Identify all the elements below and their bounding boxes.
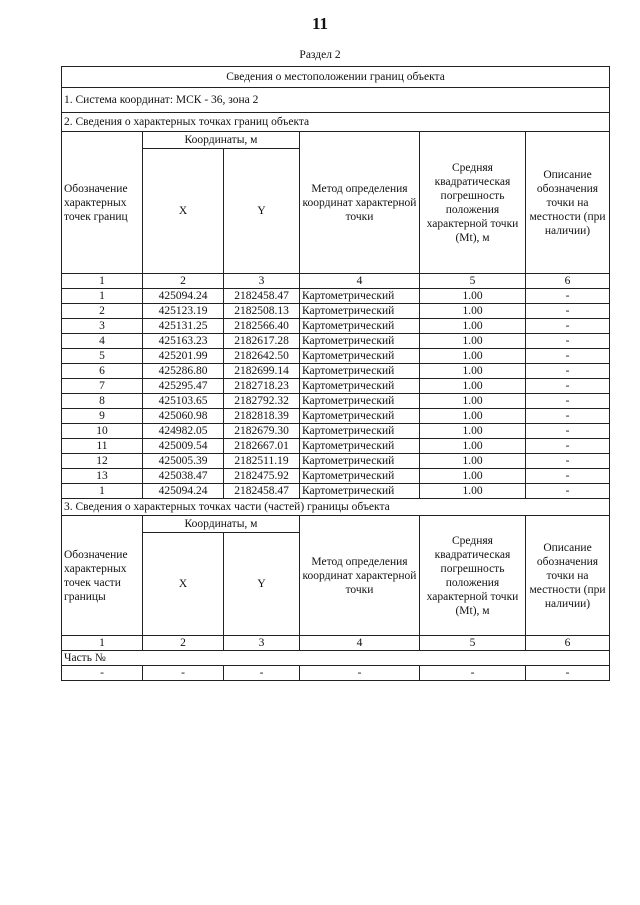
header-x-part: X [143, 533, 224, 636]
method-cell: Картометрический [300, 484, 420, 499]
col-number: 6 [526, 274, 610, 289]
section-label: Раздел 2 [299, 49, 341, 61]
coord-system: 1. Система координат: МСК - 36, зона 2 [62, 88, 610, 113]
error-cell: 1.00 [420, 484, 526, 499]
method-cell: Картометрический [300, 364, 420, 379]
boundary-table [61, 66, 610, 681]
table-row [62, 379, 610, 394]
description-cell: - [526, 334, 610, 349]
error-cell: 1.00 [420, 394, 526, 409]
table-row [62, 304, 610, 319]
table-row [62, 349, 610, 364]
x-coordinate: 424982.05 [143, 424, 224, 439]
y-coordinate: 2182566.40 [224, 319, 300, 334]
empty-cell: - [420, 666, 526, 681]
col-number: 2 [143, 274, 224, 289]
description-cell: - [526, 394, 610, 409]
error-cell: 1.00 [420, 469, 526, 484]
empty-cell: - [62, 666, 143, 681]
point-number: 1 [62, 484, 143, 499]
method-cell: Картометрический [300, 379, 420, 394]
table-row [62, 364, 610, 379]
header-method: Метод определения координат характерной точки [300, 132, 420, 274]
table-row [62, 394, 610, 409]
col-number: 1 [62, 636, 143, 651]
description-cell: - [526, 409, 610, 424]
column-numbers-row-part [62, 636, 610, 651]
empty-cell: - [526, 666, 610, 681]
description-cell: - [526, 289, 610, 304]
point-number: 9 [62, 409, 143, 424]
error-cell: 1.00 [420, 334, 526, 349]
point-number: 7 [62, 379, 143, 394]
error-cell: 1.00 [420, 304, 526, 319]
point-number: 1 [62, 289, 143, 304]
x-coordinate: 425103.65 [143, 394, 224, 409]
x-coordinate: 425163.23 [143, 334, 224, 349]
y-coordinate: 2182508.13 [224, 304, 300, 319]
x-coordinate: 425201.99 [143, 349, 224, 364]
y-coordinate: 2182718.23 [224, 379, 300, 394]
method-cell: Картометрический [300, 439, 420, 454]
y-coordinate: 2182667.01 [224, 439, 300, 454]
y-coordinate: 2182679.30 [224, 424, 300, 439]
table-row [62, 454, 610, 469]
empty-cell: - [143, 666, 224, 681]
method-cell: Картометрический [300, 334, 420, 349]
description-cell: - [526, 319, 610, 334]
error-cell: 1.00 [420, 409, 526, 424]
point-number: 8 [62, 394, 143, 409]
section3-title: 3. Сведения о характерных точках части (частей) границы объекта [62, 499, 610, 516]
x-coordinate: 425094.24 [143, 484, 224, 499]
x-coordinate: 425295.47 [143, 379, 224, 394]
col-number: 2 [143, 636, 224, 651]
description-cell: - [526, 364, 610, 379]
point-number: 4 [62, 334, 143, 349]
col-number: 1 [62, 274, 143, 289]
header-method-part: Метод определения координат характерной точки [300, 516, 420, 636]
x-coordinate: 425005.39 [143, 454, 224, 469]
y-coordinate: 2182642.50 [224, 349, 300, 364]
table-row [62, 334, 610, 349]
y-coordinate: 2182458.47 [224, 289, 300, 304]
point-number: 2 [62, 304, 143, 319]
header-coordinates: Координаты, м [143, 132, 300, 149]
column-numbers-row [62, 274, 610, 289]
col-number: 6 [526, 636, 610, 651]
y-coordinate: 2182792.32 [224, 394, 300, 409]
table-row [62, 484, 610, 499]
part-label: Часть № [62, 651, 610, 666]
table-row [62, 289, 610, 304]
table-row [62, 319, 610, 334]
error-cell: 1.00 [420, 349, 526, 364]
col-number: 5 [420, 274, 526, 289]
header-y-part: Y [224, 533, 300, 636]
description-cell: - [526, 454, 610, 469]
header-designation: Обозначение характерных точек границ [62, 132, 143, 274]
point-number: 5 [62, 349, 143, 364]
y-coordinate: 2182475.92 [224, 469, 300, 484]
empty-row [62, 666, 610, 681]
col-number: 4 [300, 636, 420, 651]
description-cell: - [526, 484, 610, 499]
y-coordinate: 2182617.28 [224, 334, 300, 349]
col-number: 3 [224, 274, 300, 289]
header-error-part: Средняя квадратическая погрешность положения характерной точки (Mt), м [420, 516, 526, 636]
point-number: 13 [62, 469, 143, 484]
method-cell: Картометрический [300, 409, 420, 424]
description-cell: - [526, 304, 610, 319]
method-cell: Картометрический [300, 469, 420, 484]
method-cell: Картометрический [300, 349, 420, 364]
y-coordinate: 2182818.39 [224, 409, 300, 424]
x-coordinate: 425286.80 [143, 364, 224, 379]
x-coordinate: 425094.24 [143, 289, 224, 304]
section2-title: 2. Сведения о характерных точках границ объекта [62, 113, 610, 132]
description-cell: - [526, 424, 610, 439]
error-cell: 1.00 [420, 319, 526, 334]
error-cell: 1.00 [420, 379, 526, 394]
table-row [62, 424, 610, 439]
header-y: Y [224, 149, 300, 274]
point-number: 12 [62, 454, 143, 469]
point-number: 6 [62, 364, 143, 379]
method-cell: Картометрический [300, 319, 420, 334]
point-number: 10 [62, 424, 143, 439]
point-number: 11 [62, 439, 143, 454]
method-cell: Картометрический [300, 394, 420, 409]
empty-cell: - [300, 666, 420, 681]
x-coordinate: 425009.54 [143, 439, 224, 454]
points-body [62, 289, 610, 499]
x-coordinate: 425123.19 [143, 304, 224, 319]
header-description: Описание обозначения точки на местности (при наличии) [526, 132, 610, 274]
x-coordinate: 425131.25 [143, 319, 224, 334]
description-cell: - [526, 349, 610, 364]
x-coordinate: 425038.47 [143, 469, 224, 484]
header-description-part: Описание обозначения точки на местности (при наличии) [526, 516, 610, 636]
method-cell: Картометрический [300, 289, 420, 304]
col-number: 5 [420, 636, 526, 651]
x-coordinate: 425060.98 [143, 409, 224, 424]
method-cell: Картометрический [300, 304, 420, 319]
error-cell: 1.00 [420, 454, 526, 469]
y-coordinate: 2182511.19 [224, 454, 300, 469]
method-cell: Картометрический [300, 454, 420, 469]
error-cell: 1.00 [420, 439, 526, 454]
header-designation-part: Обозначение характерных точек части границы [62, 516, 143, 636]
description-cell: - [526, 469, 610, 484]
point-number: 3 [62, 319, 143, 334]
table-row [62, 469, 610, 484]
table-row [62, 409, 610, 424]
empty-cell: - [224, 666, 300, 681]
y-coordinate: 2182458.47 [224, 484, 300, 499]
header-coordinates-part: Координаты, м [143, 516, 300, 533]
col-number: 3 [224, 636, 300, 651]
y-coordinate: 2182699.14 [224, 364, 300, 379]
description-cell: - [526, 379, 610, 394]
page-number: 11 [311, 14, 329, 33]
table-title: Сведения о местоположении границ объекта [62, 67, 610, 88]
header-error: Средняя квадратическая погрешность положения характерной точки (Mt), м [420, 132, 526, 274]
description-cell: - [526, 439, 610, 454]
method-cell: Картометрический [300, 424, 420, 439]
error-cell: 1.00 [420, 289, 526, 304]
col-number: 4 [300, 274, 420, 289]
error-cell: 1.00 [420, 364, 526, 379]
header-x: X [143, 149, 224, 274]
error-cell: 1.00 [420, 424, 526, 439]
table-row [62, 439, 610, 454]
